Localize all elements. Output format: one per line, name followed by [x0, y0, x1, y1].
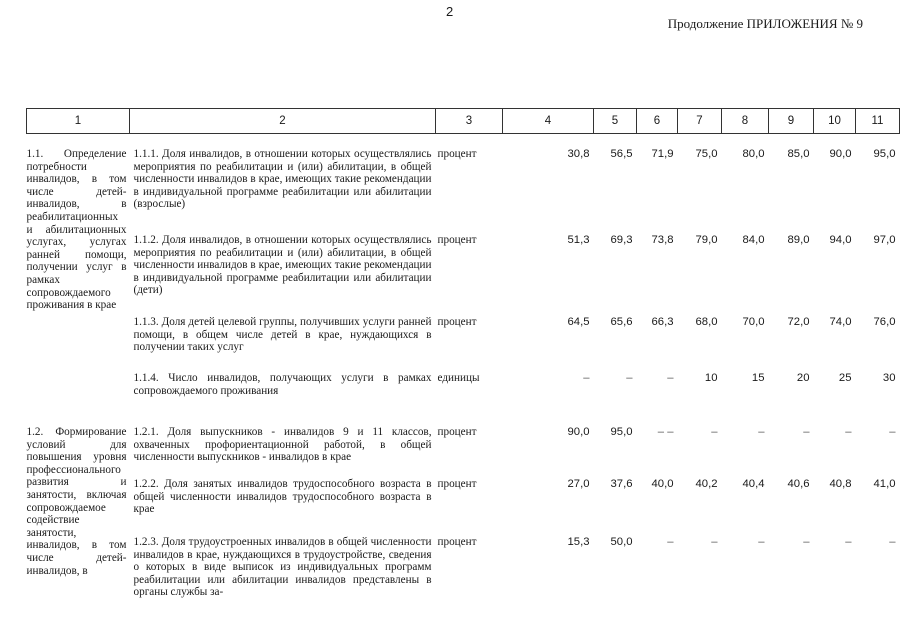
- value-cell: – –: [657, 426, 674, 438]
- indicator-cell: 1.1.4. Число инвалидов, получающих услуги в рамках сопровождаемого проживания: [133, 372, 432, 397]
- value-cell: 51,3: [567, 234, 590, 246]
- table-row: [27, 536, 900, 599]
- value-cell: –: [845, 426, 852, 438]
- value-cell: 41,0: [873, 478, 896, 490]
- column-header: 8: [722, 109, 769, 134]
- indicator-cell: 1.1.1. Доля инвалидов, в отношении которых осуществлялись мероприятия по реабилитации и (или) абилитации, в общей численности инвалидов в крае, имеющих такие рекомендации в индивидуальной программе реабилитации или абилитации (взрослые): [133, 148, 432, 211]
- value-cell: 20: [796, 372, 810, 384]
- value-cell: –: [803, 536, 810, 548]
- column-header: 1: [27, 109, 130, 134]
- value-cell: 25: [838, 372, 852, 384]
- value-cell: 30,8: [567, 148, 590, 160]
- indicator-cell: 1.2.1. Доля выпускников - инвалидов 9 и 11 классов, охваченных профориентационной работой, в общей численности выпускников - инвалидов в крае: [133, 426, 432, 464]
- goal-cell: 1.1. Определение потребности инвалидов, в том числе детей-инвалидов, в реабилитационных и абилитационных услугах, услугах ранней помощи, получении услуг в рамках сопровождаемого проживания в крае: [26, 148, 127, 312]
- value-cell: –: [711, 426, 718, 438]
- value-cell: –: [889, 536, 896, 548]
- value-cell: 10: [704, 372, 718, 384]
- value-cell: 37,6: [610, 478, 633, 490]
- unit-cell: единицы: [437, 372, 480, 384]
- indicator-cell: 1.2.3. Доля трудоустроенных инвалидов в общей численности инвалидов в крае, нуждающихся в трудоустройстве, сведения о которых в виде выписок из индивидуальных программ реабилитации или абилитации инвалидов представлены в органы службы за-: [133, 536, 432, 599]
- value-cell: 30: [882, 372, 896, 384]
- value-cell: 90,0: [829, 148, 852, 160]
- value-cell: 95,0: [610, 426, 633, 438]
- column-header: 7: [678, 109, 722, 134]
- table-spacer: [27, 134, 900, 149]
- value-cell: 97,0: [873, 234, 896, 246]
- table-row: [27, 234, 900, 316]
- value-cell: 72,0: [787, 316, 810, 328]
- column-header: 11: [856, 109, 900, 134]
- value-cell: 89,0: [787, 234, 810, 246]
- unit-cell: процент: [437, 234, 477, 246]
- value-cell: 85,0: [787, 148, 810, 160]
- unit-cell: процент: [437, 478, 477, 490]
- table-header-row: [27, 109, 900, 134]
- value-cell: 40,2: [695, 478, 718, 490]
- table-row: [27, 478, 900, 536]
- indicator-cell: 1.2.2. Доля занятых инвалидов трудоспособного возраста в общей численности инвалидов трудоспособного возраста в крае: [133, 478, 432, 516]
- value-cell: 56,5: [610, 148, 633, 160]
- value-cell: 15: [751, 372, 765, 384]
- unit-cell: процент: [437, 426, 477, 438]
- value-cell: 50,0: [610, 536, 633, 548]
- value-cell: –: [758, 536, 765, 548]
- unit-cell: процент: [437, 536, 477, 548]
- value-cell: 68,0: [695, 316, 718, 328]
- value-cell: 94,0: [829, 234, 852, 246]
- value-cell: 84,0: [742, 234, 765, 246]
- table-row: [27, 426, 900, 478]
- value-cell: –: [667, 372, 674, 384]
- table-row: [27, 316, 900, 372]
- value-cell: 71,9: [651, 148, 674, 160]
- value-cell: 79,0: [695, 234, 718, 246]
- indicator-cell: 1.1.2. Доля инвалидов, в отношении которых осуществлялись мероприятия по реабилитации и (или) абилитации, в общей численности инвалидов в крае, имеющих такие рекомендации в индивидуальной программе реабилитации или абилитации (дети): [133, 234, 432, 297]
- value-cell: 76,0: [873, 316, 896, 328]
- value-cell: 75,0: [695, 148, 718, 160]
- value-cell: 69,3: [610, 234, 633, 246]
- unit-cell: процент: [437, 148, 477, 160]
- value-cell: –: [803, 426, 810, 438]
- appendix-table: [26, 108, 900, 599]
- value-cell: 66,3: [651, 316, 674, 328]
- value-cell: 80,0: [742, 148, 765, 160]
- value-cell: 90,0: [567, 426, 590, 438]
- value-cell: 40,4: [742, 478, 765, 490]
- value-cell: –: [626, 372, 633, 384]
- value-cell: 15,3: [567, 536, 590, 548]
- indicator-cell: 1.1.3. Доля детей целевой группы, получивших услуги ранней помощи, в общем числе детей в крае, нуждающихся в получении таких услуг: [133, 316, 432, 354]
- value-cell: 65,6: [610, 316, 633, 328]
- value-cell: –: [758, 426, 765, 438]
- value-cell: 73,8: [651, 234, 674, 246]
- value-cell: –: [711, 536, 718, 548]
- column-header: 5: [594, 109, 637, 134]
- value-cell: –: [667, 536, 674, 548]
- page-number: 2: [446, 4, 454, 19]
- value-cell: 40,8: [829, 478, 852, 490]
- goal-cell: 1.2. Формирование условий для повышения уровня профессионального развития и занятости, включая сопровождаемое содействие занятости, инвалидов, в том числе детей-инвалидов, в: [26, 426, 127, 577]
- unit-cell: процент: [437, 316, 477, 328]
- value-cell: 95,0: [873, 148, 896, 160]
- appendix-continuation-label: Продолжение ПРИЛОЖЕНИЯ № 9: [667, 16, 863, 31]
- column-header: 6: [637, 109, 678, 134]
- value-cell: –: [845, 536, 852, 548]
- table-row: [27, 148, 900, 234]
- value-cell: 27,0: [567, 478, 590, 490]
- column-header: 10: [814, 109, 856, 134]
- value-cell: –: [889, 426, 896, 438]
- value-cell: 74,0: [829, 316, 852, 328]
- value-cell: 40,6: [787, 478, 810, 490]
- value-cell: 70,0: [742, 316, 765, 328]
- value-cell: 40,0: [651, 478, 674, 490]
- column-header: 4: [503, 109, 594, 134]
- column-header: 9: [769, 109, 814, 134]
- value-cell: –: [583, 372, 590, 384]
- column-header: 3: [436, 109, 503, 134]
- value-cell: 64,5: [567, 316, 590, 328]
- table-row: [27, 372, 900, 426]
- column-header: 2: [130, 109, 436, 134]
